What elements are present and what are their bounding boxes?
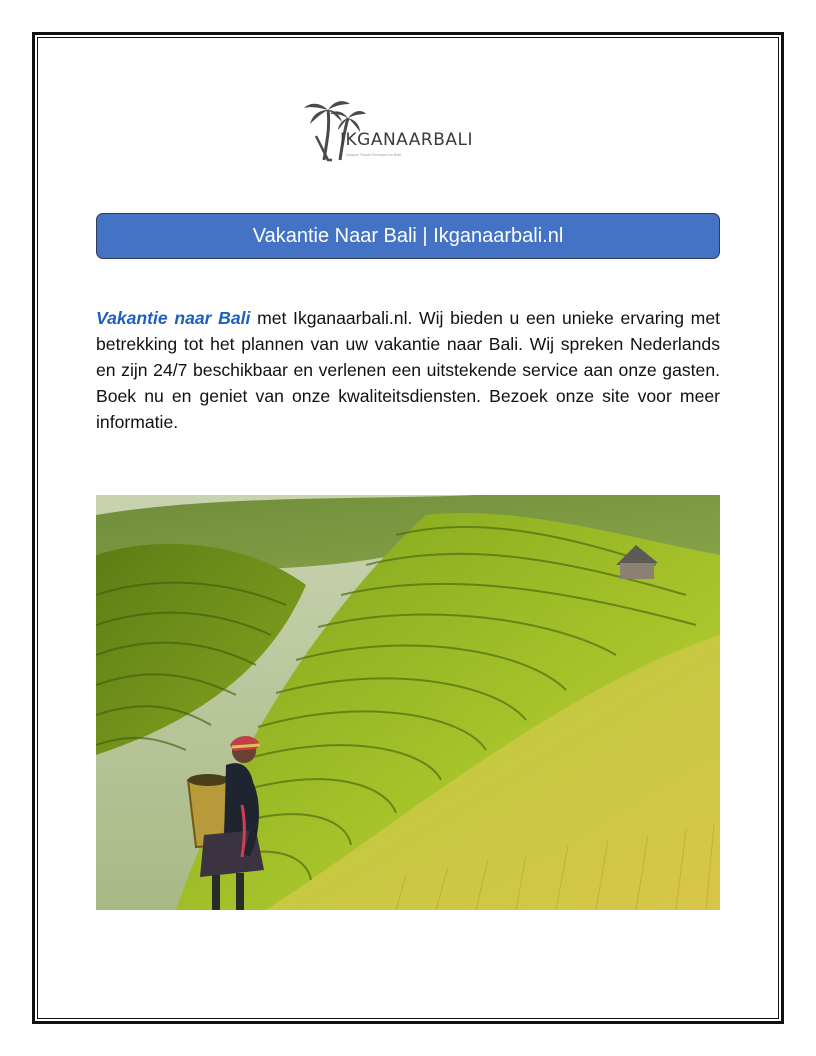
logo-wordmark: IKGANAARBALI [340,130,474,150]
title-banner [96,213,720,259]
intro-text: met Ikganaarbali.nl. Wij bieden u een unieke ervaring met betrekking tot het plannen van uw vakantie naar Bali. Wij spreken Nederlands en zijn 24/7 beschikbaar en verlenen een uitstekende service aan onze gasten. Boek nu en geniet van onze kwaliteitsdiensten. Bezoek onze site voor meer informatie. [96,308,721,432]
page-title: Vakantie Naar Bali | Ikganaarbali.nl [252,224,564,247]
rice-terrace-photo [96,495,720,910]
logo [300,96,500,166]
intro-paragraph [96,305,720,435]
logo-tagline: Unique Travel Services for Bali [346,152,401,157]
vakantie-link[interactable]: Vakantie naar Bali [96,308,251,328]
